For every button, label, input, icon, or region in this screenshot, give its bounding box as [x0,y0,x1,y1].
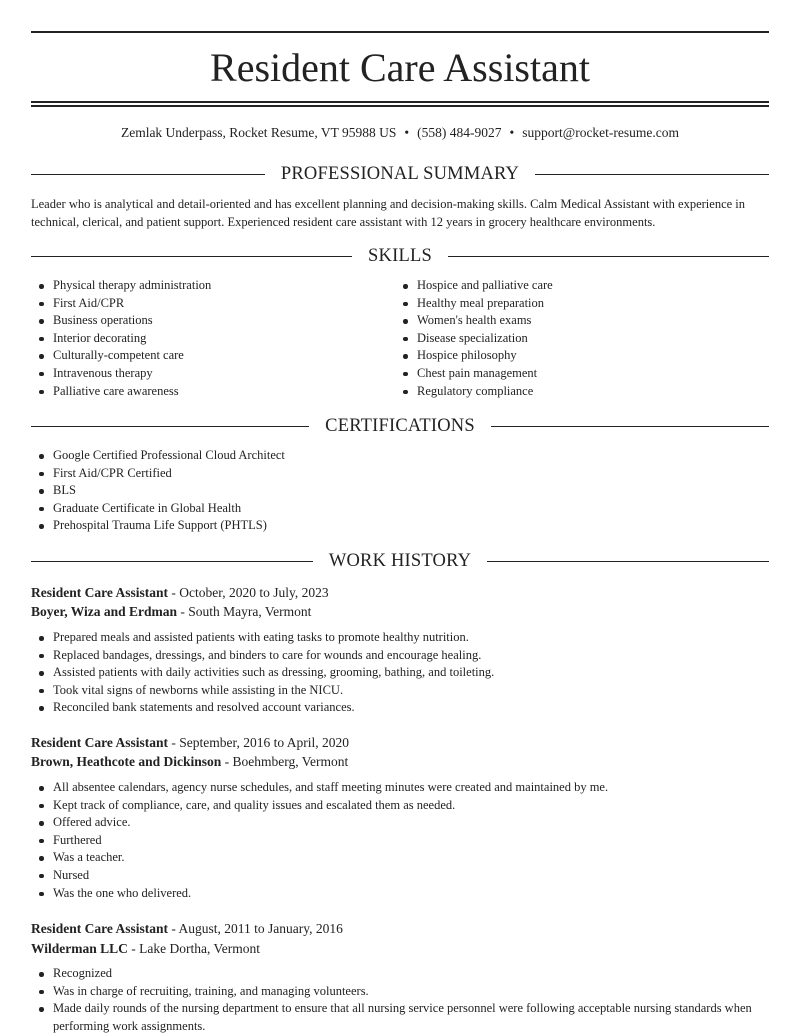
job-bullet: All absentee calendars, agency nurse schedules, and staff meeting minutes were created and maintained by me. [31,779,769,797]
heading-rule-left [31,426,309,427]
certifications-list [31,447,769,535]
heading-rule-right [535,174,769,175]
skill-item: Regulatory compliance [395,383,765,401]
job-bullet: Was a teacher. [31,849,769,867]
certifications-heading-text: CERTIFICATIONS [325,416,475,436]
header-top-rule [31,31,769,33]
job-location: - Lake Dortha, Vermont [127,941,260,956]
job-bullet: Made daily rounds of the nursing department to ensure that all nursing service personnel were following acceptable nursing standards when performing work assignments. [31,1000,769,1035]
skill-item: Chest pain management [395,365,765,383]
contact-email: support@rocket-resume.com [522,125,680,140]
job-dates: - August, 2011 to January, 2016 [168,921,343,936]
heading-rule-right [491,426,769,427]
job-bullet: Was the one who delivered. [31,885,769,903]
summary-heading-text: PROFESSIONAL SUMMARY [280,164,520,184]
skill-item: Disease specialization [395,330,765,348]
job-bullet: Recognized [31,965,769,983]
contact-separator: • [509,125,515,140]
candidate-name: Resident Care Assistant [210,45,590,90]
job-employer: Wilderman LLC [31,941,128,956]
job-bullet: Furthered [31,832,769,850]
skill-item: Healthy meal preparation [395,295,765,313]
certification-item: Graduate Certificate in Global Health [31,500,769,518]
work-history-heading-text: WORK HISTORY [328,551,472,571]
job-bullet: Nursed [31,867,769,885]
summary-heading [31,162,769,186]
skills-heading-text: SKILLS [368,246,432,266]
job-bullet: Assisted patients with daily activities such as dressing, grooming, bathing, and toileting. [31,664,769,682]
job-bullets [31,965,769,1035]
job-dates: - October, 2020 to July, 2023 [168,585,329,600]
job-employer-line [31,939,260,958]
skill-item: Palliative care awareness [31,383,391,401]
job-bullet: Replaced bandages, dressings, and binders to care for wounds and encourage healing. [31,647,769,665]
certification-item: First Aid/CPR Certified [31,465,769,483]
contact-separator: • [404,125,410,140]
job-bullet: Prepared meals and assisted patients with eating tasks to promote healthy nutrition. [31,629,769,647]
summary-text: Leader who is analytical and detail-oriented and has excellent planning and decision-making skills. Calm Medical Assistant with experience in technical, clerical, and patient support. Experienced resident care assistant with 12 years in grocery healthcare environments. [31,197,746,229]
job-title: Resident Care Assistant [31,585,169,600]
work-history-heading [31,549,769,573]
job-employer-line [31,752,348,771]
job-employer: Brown, Heathcote and Dickinson [31,754,222,769]
job-bullet: Kept track of compliance, care, and quality issues and escalated them as needed. [31,797,769,815]
job-location: - Boehmberg, Vermont [221,754,349,769]
certification-item: Prehospital Trauma Life Support (PHTLS) [31,517,769,535]
job-bullets [31,779,769,902]
skill-item: Physical therapy administration [31,277,391,295]
certifications-heading [31,414,769,438]
job-employer-line [31,602,311,621]
job-dates: - September, 2016 to April, 2020 [168,735,349,750]
job-bullet: Took vital signs of newborns while assisting in the NICU. [31,682,769,700]
job-title: Resident Care Assistant [31,735,169,750]
job-title: Resident Care Assistant [31,921,169,936]
certification-item: Google Certified Professional Cloud Architect [31,447,769,465]
skill-item: Women's health exams [395,312,765,330]
skill-item: Culturally-competent care [31,347,391,365]
heading-rule-right [448,256,769,257]
job-title-line [31,583,329,602]
skills-list-left [31,277,391,400]
heading-rule-right [487,561,769,562]
skill-item: First Aid/CPR [31,295,391,313]
job-bullets [31,629,769,717]
heading-rule-left [31,256,352,257]
skill-item: Interior decorating [31,330,391,348]
job-bullet: Was in charge of recruiting, training, and managing volunteers. [31,983,769,1001]
skill-item: Hospice philosophy [395,347,765,365]
job-location: - South Mayra, Vermont [177,604,312,619]
skills-list-right [395,277,765,400]
job-bullet: Offered advice. [31,814,769,832]
contact-line [0,124,800,142]
skill-item: Intravenous therapy [31,365,391,383]
skill-item: Business operations [31,312,391,330]
skills-heading [31,244,769,268]
job-title-line [31,733,349,752]
job-bullet: Reconciled bank statements and resolved account variances. [31,699,769,717]
contact-address: Zemlak Underpass, Rocket Resume, VT 95988 US [120,125,397,140]
certification-item: BLS [31,482,769,500]
job-title-line [31,919,343,938]
contact-phone: (558) 484-9027 [417,125,502,140]
header-rule-upper [31,101,769,103]
job-employer: Boyer, Wiza and Erdman [31,604,178,619]
heading-rule-left [31,561,313,562]
heading-rule-left [31,174,265,175]
header-rule-lower [31,105,769,107]
skill-item: Hospice and palliative care [395,277,765,295]
